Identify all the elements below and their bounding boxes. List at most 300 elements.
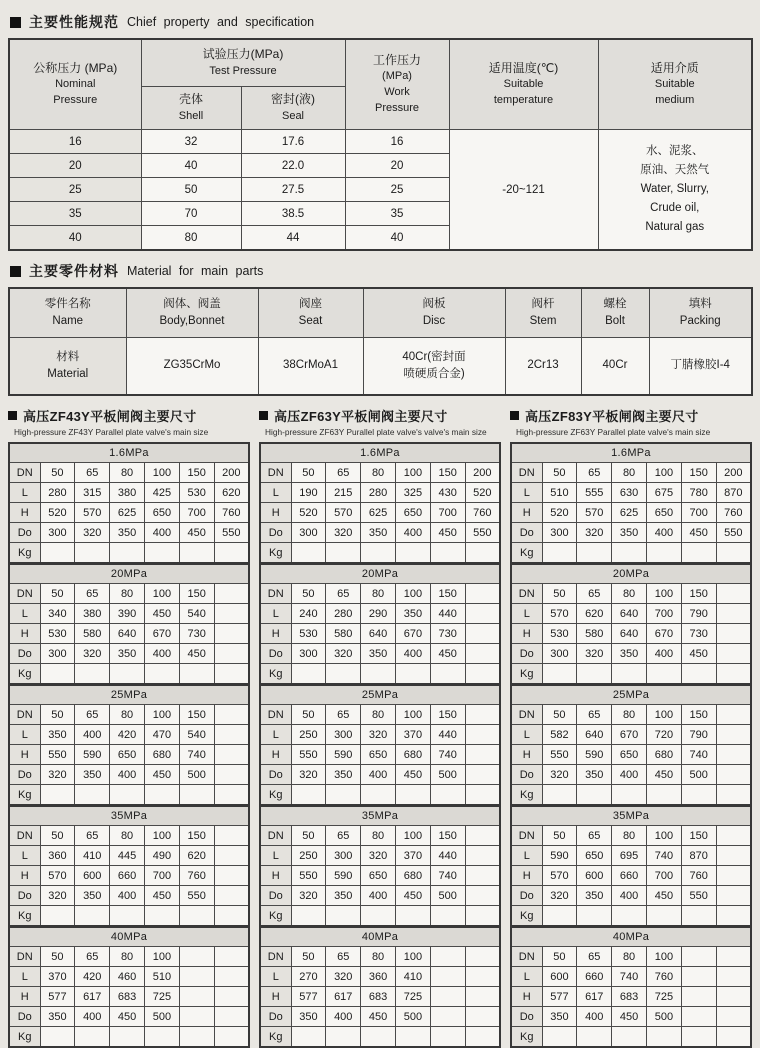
size-cell bbox=[465, 987, 500, 1007]
size-cell: 80 bbox=[361, 584, 396, 604]
size-cell: 80 bbox=[110, 705, 145, 725]
size-row bbox=[260, 987, 500, 1007]
size-cell bbox=[214, 846, 249, 866]
row-label: DN bbox=[511, 463, 542, 483]
pressure-title-row bbox=[260, 443, 500, 463]
size-cell: 440 bbox=[430, 604, 465, 624]
size-cell: 570 bbox=[40, 866, 75, 886]
size-row bbox=[511, 967, 751, 987]
size-cell: 740 bbox=[179, 745, 214, 765]
size-cell: 550 bbox=[179, 886, 214, 906]
section-heading-material bbox=[10, 261, 752, 281]
size-row bbox=[9, 624, 249, 644]
size-cell bbox=[681, 1007, 716, 1027]
row-label: H bbox=[260, 987, 291, 1007]
size-cell: 590 bbox=[75, 745, 110, 765]
size-cell: 450 bbox=[612, 1007, 647, 1027]
size-cell: 550 bbox=[291, 866, 326, 886]
size-cell bbox=[179, 1027, 214, 1048]
size-cell: 50 bbox=[291, 947, 326, 967]
size-cell bbox=[430, 906, 465, 927]
row-label: Do bbox=[511, 644, 542, 664]
size-cell: 430 bbox=[430, 483, 465, 503]
size-row bbox=[511, 826, 751, 846]
size-cell bbox=[716, 705, 751, 725]
size-cell: 320 bbox=[326, 967, 361, 987]
spec-cell: 22.0 bbox=[241, 154, 345, 178]
size-row bbox=[260, 463, 500, 483]
size-cell bbox=[144, 664, 179, 685]
medium-line: Crude oil, bbox=[650, 201, 700, 214]
size-cell bbox=[430, 987, 465, 1007]
size-cell bbox=[465, 1027, 500, 1048]
size-row bbox=[260, 624, 500, 644]
pressure-title: 25MPa bbox=[260, 685, 500, 705]
size-row bbox=[511, 1027, 751, 1048]
size-row bbox=[260, 503, 500, 523]
size-row bbox=[511, 664, 751, 685]
size-row bbox=[9, 826, 249, 846]
spec-cell: 35 bbox=[345, 202, 449, 226]
size-cell bbox=[214, 543, 249, 564]
size-cell: 65 bbox=[577, 826, 612, 846]
size-cell: 550 bbox=[214, 523, 249, 543]
size-cell: 400 bbox=[646, 523, 681, 543]
size-cell: 540 bbox=[179, 604, 214, 624]
size-cell bbox=[577, 664, 612, 685]
size-cell: 325 bbox=[395, 483, 430, 503]
size-cell: 460 bbox=[110, 967, 145, 987]
size-cell: 65 bbox=[75, 463, 110, 483]
size-row bbox=[511, 765, 751, 785]
size-cell bbox=[214, 1007, 249, 1027]
size-cell: 100 bbox=[646, 705, 681, 725]
header-line: 适用温度(℃) bbox=[488, 60, 559, 75]
size-cell bbox=[361, 785, 396, 806]
size-cell: 590 bbox=[577, 745, 612, 765]
size-cell: 550 bbox=[465, 523, 500, 543]
size-cell: 450 bbox=[681, 523, 716, 543]
size-cell: 450 bbox=[144, 886, 179, 906]
size-table bbox=[510, 442, 752, 564]
header-line: Name bbox=[52, 315, 84, 327]
size-cell bbox=[110, 664, 145, 685]
size-cell: 350 bbox=[577, 886, 612, 906]
size-cell: 410 bbox=[75, 846, 110, 866]
header-line: Bolt bbox=[605, 315, 625, 327]
size-heading-row bbox=[510, 406, 752, 425]
size-cell: 450 bbox=[646, 765, 681, 785]
header-line: (MPa) bbox=[382, 70, 412, 83]
size-cell: 100 bbox=[144, 947, 179, 967]
size-cell: 100 bbox=[144, 826, 179, 846]
spec-cell: 17.6 bbox=[241, 130, 345, 154]
size-cell bbox=[465, 785, 500, 806]
row-label: DN bbox=[9, 705, 40, 725]
size-cell: 580 bbox=[577, 624, 612, 644]
size-table bbox=[8, 805, 250, 927]
size-cell: 650 bbox=[577, 846, 612, 866]
size-cell: 400 bbox=[361, 765, 396, 785]
material-header-cell bbox=[258, 288, 363, 338]
row-label: L bbox=[260, 725, 291, 745]
size-cell bbox=[577, 785, 612, 806]
size-cell bbox=[542, 664, 577, 685]
row-label: Kg bbox=[260, 785, 291, 806]
material-value-cell bbox=[9, 338, 126, 396]
size-cell: 695 bbox=[612, 846, 647, 866]
size-cell: 350 bbox=[40, 1007, 75, 1027]
row-label: Kg bbox=[511, 664, 542, 685]
size-cell bbox=[716, 1027, 751, 1048]
size-cell: 150 bbox=[681, 705, 716, 725]
size-cell bbox=[430, 785, 465, 806]
size-cell: 50 bbox=[40, 463, 75, 483]
row-label: Do bbox=[511, 886, 542, 906]
size-cell bbox=[75, 785, 110, 806]
spec-header-nominal bbox=[9, 39, 141, 130]
size-cell: 450 bbox=[681, 644, 716, 664]
size-cell: 320 bbox=[75, 644, 110, 664]
size-cell bbox=[214, 785, 249, 806]
pressure-title-row bbox=[511, 564, 751, 584]
size-cell bbox=[612, 664, 647, 685]
size-cell: 500 bbox=[646, 1007, 681, 1027]
size-cell bbox=[110, 906, 145, 927]
size-cell: 300 bbox=[542, 523, 577, 543]
medium-line: 水、泥浆、 bbox=[646, 145, 704, 158]
size-cell bbox=[326, 785, 361, 806]
size-cell: 100 bbox=[144, 705, 179, 725]
row-label: L bbox=[511, 725, 542, 745]
size-cell: 520 bbox=[291, 503, 326, 523]
row-label: L bbox=[9, 967, 40, 987]
size-row bbox=[9, 846, 249, 866]
size-row bbox=[9, 604, 249, 624]
size-title-en: High-pressure ZF63Y Purallel plate valve's valve's main size bbox=[265, 427, 487, 437]
size-cell: 150 bbox=[681, 584, 716, 604]
size-row bbox=[511, 846, 751, 866]
size-row bbox=[9, 1027, 249, 1048]
size-cell: 320 bbox=[542, 886, 577, 906]
material-table bbox=[8, 287, 753, 396]
size-row bbox=[511, 866, 751, 886]
size-cell: 400 bbox=[395, 523, 430, 543]
size-cell: 50 bbox=[542, 584, 577, 604]
size-cell: 550 bbox=[681, 886, 716, 906]
size-cell bbox=[646, 543, 681, 564]
row-label: H bbox=[260, 624, 291, 644]
size-row bbox=[511, 906, 751, 927]
size-cell: 65 bbox=[577, 463, 612, 483]
size-cell: 680 bbox=[144, 745, 179, 765]
header-line: 阀座 bbox=[299, 297, 322, 310]
size-row bbox=[511, 604, 751, 624]
square-bullet-icon bbox=[8, 411, 17, 420]
size-row bbox=[511, 745, 751, 765]
size-cell: 580 bbox=[326, 624, 361, 644]
header-line: 阀板 bbox=[422, 297, 446, 310]
spec-cell: 80 bbox=[141, 226, 241, 251]
header-line: 试验压力(MPa) bbox=[202, 47, 284, 62]
row-label: Kg bbox=[511, 785, 542, 806]
row-label: Do bbox=[9, 765, 40, 785]
size-cell: 630 bbox=[612, 483, 647, 503]
size-cell bbox=[326, 664, 361, 685]
pressure-title: 1.6MPa bbox=[260, 443, 500, 463]
size-row bbox=[260, 543, 500, 564]
row-label: DN bbox=[511, 705, 542, 725]
spec-table-body bbox=[9, 130, 752, 251]
size-cell: 65 bbox=[75, 584, 110, 604]
size-cell: 65 bbox=[326, 947, 361, 967]
size-cell: 450 bbox=[179, 644, 214, 664]
size-cell: 50 bbox=[40, 705, 75, 725]
size-table bbox=[510, 805, 752, 927]
size-cell: 600 bbox=[75, 866, 110, 886]
size-cell: 320 bbox=[75, 523, 110, 543]
row-label: Kg bbox=[260, 543, 291, 564]
size-cell bbox=[681, 987, 716, 1007]
size-cell: 80 bbox=[612, 463, 647, 483]
size-cell bbox=[75, 906, 110, 927]
size-cell: 670 bbox=[395, 624, 430, 644]
size-row bbox=[260, 906, 500, 927]
pressure-title-row bbox=[9, 927, 249, 947]
header-line: Work bbox=[384, 86, 410, 99]
size-row bbox=[511, 503, 751, 523]
row-label: Do bbox=[9, 1007, 40, 1027]
size-cell: 450 bbox=[144, 765, 179, 785]
row-label: Kg bbox=[9, 543, 40, 564]
size-cell bbox=[577, 1027, 612, 1048]
size-cell: 80 bbox=[612, 947, 647, 967]
size-row bbox=[260, 584, 500, 604]
size-cell: 870 bbox=[681, 846, 716, 866]
size-cell: 80 bbox=[110, 463, 145, 483]
row-label: DN bbox=[511, 826, 542, 846]
size-cell bbox=[179, 967, 214, 987]
value-line: 材料 bbox=[56, 350, 80, 363]
size-cell: 80 bbox=[612, 584, 647, 604]
row-label: L bbox=[9, 725, 40, 745]
size-row bbox=[9, 503, 249, 523]
header-line: temperature bbox=[493, 94, 554, 107]
spec-row bbox=[9, 130, 752, 154]
header-line: 密封(液) bbox=[271, 92, 315, 107]
size-cell bbox=[716, 886, 751, 906]
size-cell: 760 bbox=[646, 967, 681, 987]
spec-section-title-zh: 主要性能规范 bbox=[29, 14, 119, 30]
size-cell: 100 bbox=[395, 826, 430, 846]
size-cell bbox=[40, 1027, 75, 1048]
row-label: Kg bbox=[9, 906, 40, 927]
size-cell: 320 bbox=[577, 644, 612, 664]
size-cell bbox=[291, 664, 326, 685]
pressure-title-row bbox=[9, 685, 249, 705]
size-cell bbox=[681, 543, 716, 564]
pressure-title: 40MPa bbox=[511, 927, 751, 947]
spec-cell: 16 bbox=[9, 130, 141, 154]
pressure-title-row bbox=[260, 927, 500, 947]
size-cell: 50 bbox=[542, 826, 577, 846]
header-line: Test Pressure bbox=[209, 64, 277, 77]
size-cell bbox=[465, 1007, 500, 1027]
size-cell: 760 bbox=[465, 503, 500, 523]
size-cell: 670 bbox=[612, 725, 647, 745]
spec-header-medium bbox=[598, 39, 752, 130]
row-label: L bbox=[260, 967, 291, 987]
header-line: 公称压力 (MPa) bbox=[33, 60, 118, 75]
size-row bbox=[9, 886, 249, 906]
size-cell: 50 bbox=[542, 463, 577, 483]
size-cell bbox=[214, 664, 249, 685]
size-cell: 650 bbox=[361, 745, 396, 765]
size-cell: 680 bbox=[395, 745, 430, 765]
size-cell: 400 bbox=[612, 886, 647, 906]
header-line: Pressure bbox=[53, 94, 98, 107]
material-header-row bbox=[9, 288, 752, 338]
size-cell: 350 bbox=[326, 765, 361, 785]
size-cell: 450 bbox=[361, 1007, 396, 1027]
material-section-title-en: Material for main parts bbox=[127, 264, 264, 278]
size-cell: 720 bbox=[646, 725, 681, 745]
size-cell: 50 bbox=[542, 947, 577, 967]
size-column-heading bbox=[259, 406, 501, 437]
row-label: Kg bbox=[260, 906, 291, 927]
size-cell: 445 bbox=[110, 846, 145, 866]
size-cell: 650 bbox=[395, 503, 430, 523]
size-table bbox=[259, 684, 501, 806]
size-cell: 65 bbox=[326, 826, 361, 846]
size-cell bbox=[465, 624, 500, 644]
size-row bbox=[260, 866, 500, 886]
size-cell bbox=[465, 604, 500, 624]
size-row bbox=[511, 463, 751, 483]
size-cell: 370 bbox=[40, 967, 75, 987]
spec-cell: 38.5 bbox=[241, 202, 345, 226]
size-cell bbox=[214, 987, 249, 1007]
spec-header-shell bbox=[141, 87, 241, 130]
size-cell: 200 bbox=[214, 463, 249, 483]
size-row bbox=[511, 543, 751, 564]
size-cell: 580 bbox=[75, 624, 110, 644]
size-cell: 500 bbox=[179, 765, 214, 785]
size-column bbox=[8, 406, 250, 1048]
size-cell: 200 bbox=[465, 463, 500, 483]
size-cell: 530 bbox=[179, 483, 214, 503]
size-cell: 470 bbox=[144, 725, 179, 745]
size-cell bbox=[361, 543, 396, 564]
pressure-title-row bbox=[260, 685, 500, 705]
header-line: 零件名称 bbox=[44, 297, 91, 310]
row-label: DN bbox=[260, 826, 291, 846]
row-label: H bbox=[9, 987, 40, 1007]
size-row bbox=[511, 725, 751, 745]
size-cell bbox=[214, 624, 249, 644]
size-cell: 590 bbox=[542, 846, 577, 866]
size-cell bbox=[465, 866, 500, 886]
size-cell: 740 bbox=[646, 846, 681, 866]
size-cell: 700 bbox=[681, 503, 716, 523]
size-cell: 320 bbox=[291, 886, 326, 906]
size-cell: 640 bbox=[577, 725, 612, 745]
size-cell: 683 bbox=[612, 987, 647, 1007]
row-label: L bbox=[511, 604, 542, 624]
material-value-cell bbox=[258, 338, 363, 396]
size-cell: 340 bbox=[40, 604, 75, 624]
size-cell: 250 bbox=[291, 846, 326, 866]
size-row bbox=[260, 483, 500, 503]
size-cell: 350 bbox=[75, 765, 110, 785]
size-cell: 570 bbox=[75, 503, 110, 523]
size-cell: 650 bbox=[144, 503, 179, 523]
size-cell: 617 bbox=[326, 987, 361, 1007]
size-table bbox=[8, 926, 250, 1048]
spec-cell: 44 bbox=[241, 226, 345, 251]
size-heading-row bbox=[259, 406, 501, 425]
size-cell bbox=[716, 846, 751, 866]
row-label: Do bbox=[260, 886, 291, 906]
row-label: H bbox=[9, 503, 40, 523]
size-cell: 350 bbox=[395, 604, 430, 624]
header-line: Pressure bbox=[375, 102, 420, 115]
size-cell bbox=[465, 664, 500, 685]
size-cell: 650 bbox=[361, 866, 396, 886]
size-row bbox=[9, 947, 249, 967]
size-cell: 280 bbox=[40, 483, 75, 503]
size-cell: 625 bbox=[361, 503, 396, 523]
size-cell: 100 bbox=[395, 584, 430, 604]
size-cell bbox=[144, 906, 179, 927]
material-value-cell bbox=[581, 338, 649, 396]
header-line: Suitable bbox=[503, 78, 544, 91]
size-cell: 100 bbox=[395, 463, 430, 483]
pressure-title-row bbox=[260, 564, 500, 584]
medium-line: 原油、天然气 bbox=[640, 164, 710, 177]
row-label: Kg bbox=[511, 906, 542, 927]
header-line: Seat bbox=[298, 315, 323, 327]
size-cell: 80 bbox=[110, 826, 145, 846]
header-line: medium bbox=[655, 94, 695, 107]
spec-cell: 40 bbox=[9, 226, 141, 251]
spec-header-test-pressure bbox=[141, 39, 345, 87]
size-cell: 240 bbox=[291, 604, 326, 624]
section-heading-spec bbox=[10, 12, 752, 32]
size-cell bbox=[681, 785, 716, 806]
size-cell bbox=[465, 543, 500, 564]
size-cell: 730 bbox=[430, 624, 465, 644]
size-cell bbox=[542, 906, 577, 927]
size-columns bbox=[8, 406, 752, 1048]
size-cell: 80 bbox=[110, 947, 145, 967]
size-cell: 760 bbox=[716, 503, 751, 523]
size-cell bbox=[716, 866, 751, 886]
spec-medium-cell bbox=[598, 130, 752, 251]
square-bullet-icon bbox=[259, 411, 268, 420]
size-row bbox=[511, 644, 751, 664]
row-label: DN bbox=[9, 826, 40, 846]
size-cell bbox=[716, 987, 751, 1007]
size-cell bbox=[214, 826, 249, 846]
row-label: DN bbox=[260, 947, 291, 967]
size-cell: 617 bbox=[75, 987, 110, 1007]
size-table bbox=[259, 926, 501, 1048]
size-cell: 617 bbox=[577, 987, 612, 1007]
size-cell: 675 bbox=[646, 483, 681, 503]
size-cell: 780 bbox=[681, 483, 716, 503]
pressure-title: 20MPa bbox=[511, 564, 751, 584]
